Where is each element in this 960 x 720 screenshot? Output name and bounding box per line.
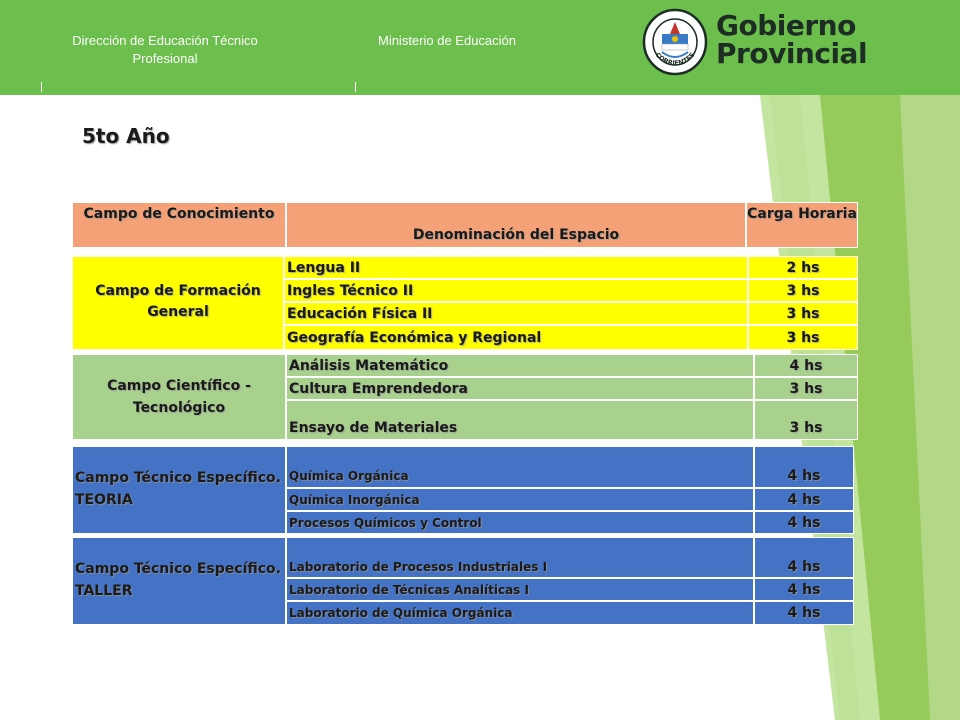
subject-name: Ingles Técnico II (284, 279, 748, 302)
subject-hours: 3 hs (748, 325, 858, 350)
subject-name: Geografía Económica y Regional (284, 325, 748, 350)
subject-name: Procesos Químicos y Control (286, 511, 754, 534)
logo-line1: Gobierno (716, 9, 856, 42)
subject-name: Educación Física II (284, 302, 748, 325)
subject-hours: 4 hs (754, 446, 854, 488)
seal-text: CORRIENTES (653, 50, 697, 68)
subject-hours: 3 hs (754, 400, 858, 440)
subject-hours: 3 hs (754, 377, 858, 400)
header-campo: Campo de Conocimiento (72, 202, 286, 248)
subject-name: Laboratorio de Procesos Industriales I (286, 537, 754, 578)
header-divider (355, 82, 356, 92)
subject-name: Análisis Matemático (286, 354, 754, 377)
subject-hours: 3 hs (748, 302, 858, 325)
header-center-org: Ministerio de Educación (377, 33, 517, 48)
subject-hours: 4 hs (754, 601, 854, 625)
subject-hours: 4 hs (754, 354, 858, 377)
field-formacion-general: Campo de Formación General (72, 256, 284, 350)
subject-name: Química Inorgánica (286, 488, 754, 511)
subject-name: Cultura Emprendedora (286, 377, 754, 400)
subject-hours: 4 hs (754, 537, 854, 578)
subject-hours: 4 hs (754, 578, 854, 601)
subject-hours: 2 hs (748, 256, 858, 279)
subject-name: Ensayo de Materiales (286, 400, 754, 440)
field-cientifico-tecnologico: Campo Científico - Tecnológico (72, 354, 286, 440)
header-band (0, 0, 960, 95)
year-title: 5to Año (82, 124, 170, 148)
subject-hours: 3 hs (748, 279, 858, 302)
corrientes-seal-icon (640, 8, 710, 76)
subject-name: Laboratorio de Técnicas Analíticas I (286, 578, 754, 601)
subject-hours: 4 hs (754, 511, 854, 534)
field-tecnico-teoria: Campo Técnico Específico. TEORIA (72, 446, 286, 534)
subject-name: Lengua II (284, 256, 748, 279)
subject-name: Laboratorio de Química Orgánica (286, 601, 754, 625)
header-divider (41, 82, 42, 92)
logo-text (716, 9, 868, 70)
header-left-org: Dirección de Educación Técnico Profesional (72, 33, 258, 66)
field-tecnico-taller: Campo Técnico Específico. TALLER (72, 537, 286, 625)
subject-name: Química Orgánica (286, 446, 754, 488)
logo-line2: Provincial (716, 37, 868, 70)
gobierno-provincial-logo (640, 8, 868, 76)
subject-hours: 4 hs (754, 488, 854, 511)
header-denominacion: Denominación del Espacio (286, 202, 746, 248)
header-carga: Carga Horaria (746, 202, 858, 248)
